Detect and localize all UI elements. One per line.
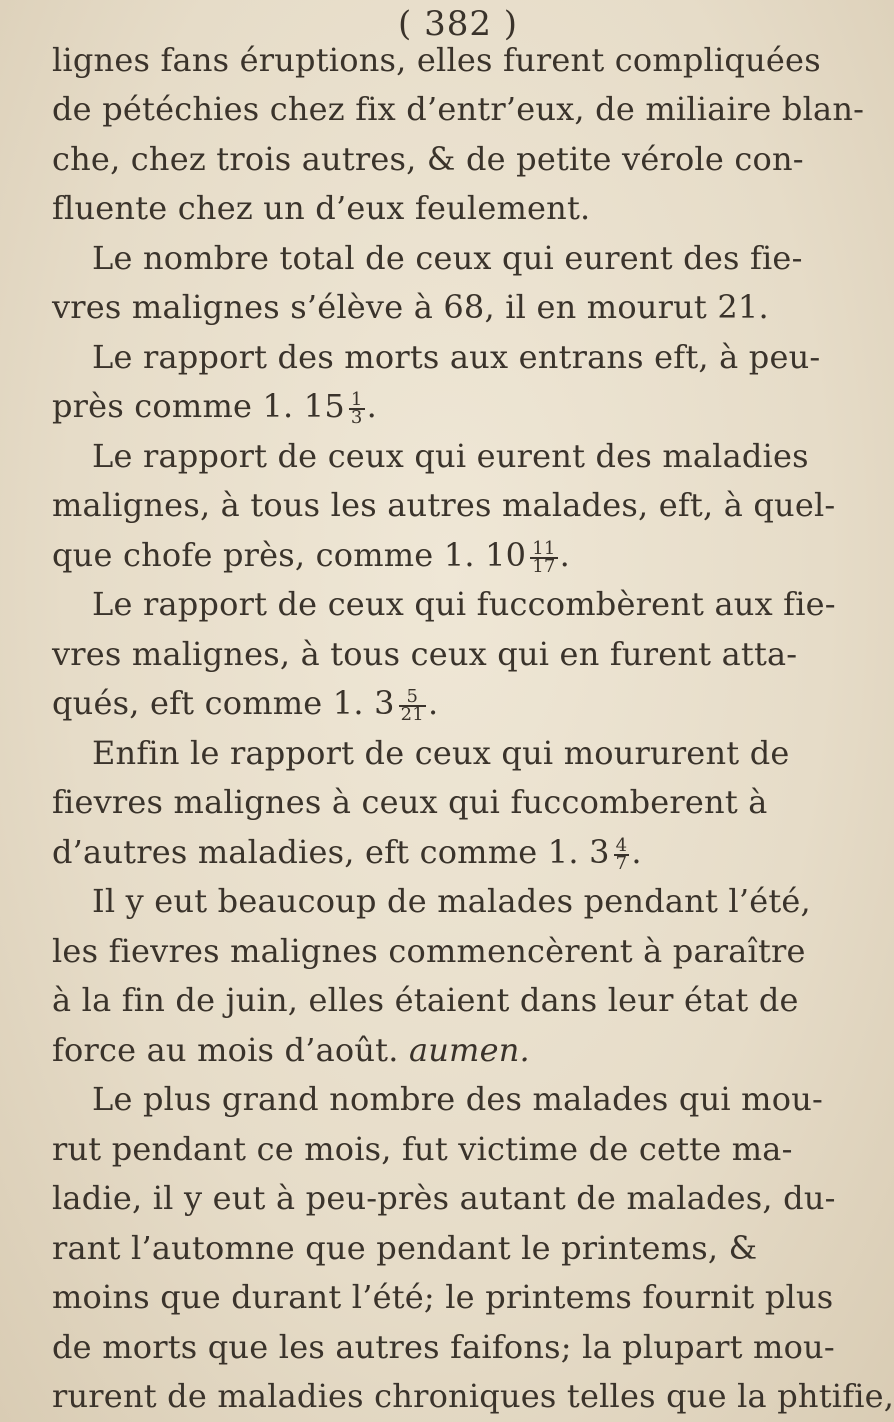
text-line-8: près comme 1. 15 $\frac{1}{3}$ . — [52, 387, 377, 428]
text-line-20: à la fin de juin, elles étaient dans leur état de — [52, 981, 799, 1019]
text-line-24: ladie, il y eut à peu-près autant de malades, du- — [52, 1179, 836, 1217]
text-line-2: de pétéchies chez fix d’entr’eux, de miliaire blan- — [52, 90, 865, 128]
text-line-14: qués, eft comme 1. 3 $\frac{5}{21}$ . — [52, 684, 439, 725]
text-line-6: vres malignes s’élève à 68, il en mourut 21. — [52, 288, 769, 326]
text-line-9: Le rapport de ceux qui eurent des maladies — [92, 437, 809, 475]
text-line-23: rut pendant ce mois, fut victime de cette ma- — [52, 1130, 793, 1168]
fraction-four-sevenths — [614, 834, 630, 874]
text-line-3: che, chez trois autres, & de petite vérole con- — [52, 140, 804, 178]
text-line-1: lignes fans éruptions, elles furent compliquées — [52, 41, 821, 79]
fraction-eleven-seventeenths — [530, 537, 557, 577]
text-line-16: fievres malignes à ceux qui fuccomberent à — [52, 783, 768, 821]
fraction-one-third — [349, 388, 365, 428]
fraction-denominator: 21 — [400, 703, 424, 725]
text-line-17-text: d’autres maladies, eft comme 1. 3 — [52, 833, 610, 871]
text-line-8-text: près comme 1. 15 — [52, 387, 345, 425]
text-line-4: fluente chez un d’eux feulement. — [52, 189, 591, 227]
text-line-11: que chofe près, comme 1. 10 $\frac{11}{17}$ . — [52, 536, 570, 577]
text-line-28: rurent de maladies chroniques telles que la phtifie, — [52, 1377, 894, 1415]
page-number: ( 382 ) — [398, 4, 519, 44]
fraction-numerator: 11 — [532, 537, 556, 559]
text-line-21 — [52, 1030, 772, 1070]
text-line-11-text: que chofe près, comme 1. 10 — [52, 536, 527, 574]
text-line-13: vres malignes, à tous ceux qui en furent atta- — [52, 635, 798, 673]
fraction-denominator: 17 — [532, 555, 556, 577]
text-line-5: Le nombre total de ceux qui eurent des fie- — [92, 239, 803, 277]
text-line-26: moins que durant l’été; le printems fournit plus — [52, 1278, 834, 1316]
text-line-18: Il y eut beaucoup de malades pendant l’été, — [92, 882, 811, 920]
text-line-15: Enfin le rapport de ceux qui moururent de — [92, 734, 790, 772]
fraction-numerator: 4 — [615, 834, 628, 856]
abbreviation-aumen: aumen. — [408, 1031, 530, 1069]
text-line-12: Le rapport de ceux qui fuccombèrent aux fie- — [92, 585, 836, 623]
text-line-21-text: force au mois d’août. — [52, 1031, 399, 1069]
text-line-25: rant l’automne que pendant le printems, & — [52, 1229, 758, 1267]
fraction-denominator: 7 — [615, 852, 628, 874]
fraction-five-twentyfirsts — [399, 685, 426, 725]
fraction-denominator: 3 — [350, 406, 363, 428]
text-line-27: de morts que les autres faifons; la plupart mou- — [52, 1328, 835, 1366]
text-line-19: les fievres malignes commencèrent à paraître — [52, 932, 806, 970]
text-line-22: Le plus grand nombre des malades qui mou- — [92, 1080, 824, 1118]
text-line-17: d’autres maladies, eft comme 1. 3 $\frac{4}{7}$ . — [52, 833, 642, 874]
text-line-14-text: qués, eft comme 1. 3 — [52, 684, 395, 722]
fraction-numerator: 5 — [399, 689, 426, 707]
text-line-10: malignes, à tous les autres malades, eft, à quel- — [52, 486, 836, 524]
text-line-7: Le rapport des morts aux entrans eft, à peu- — [92, 338, 821, 376]
fraction-numerator: 1 — [350, 388, 363, 410]
